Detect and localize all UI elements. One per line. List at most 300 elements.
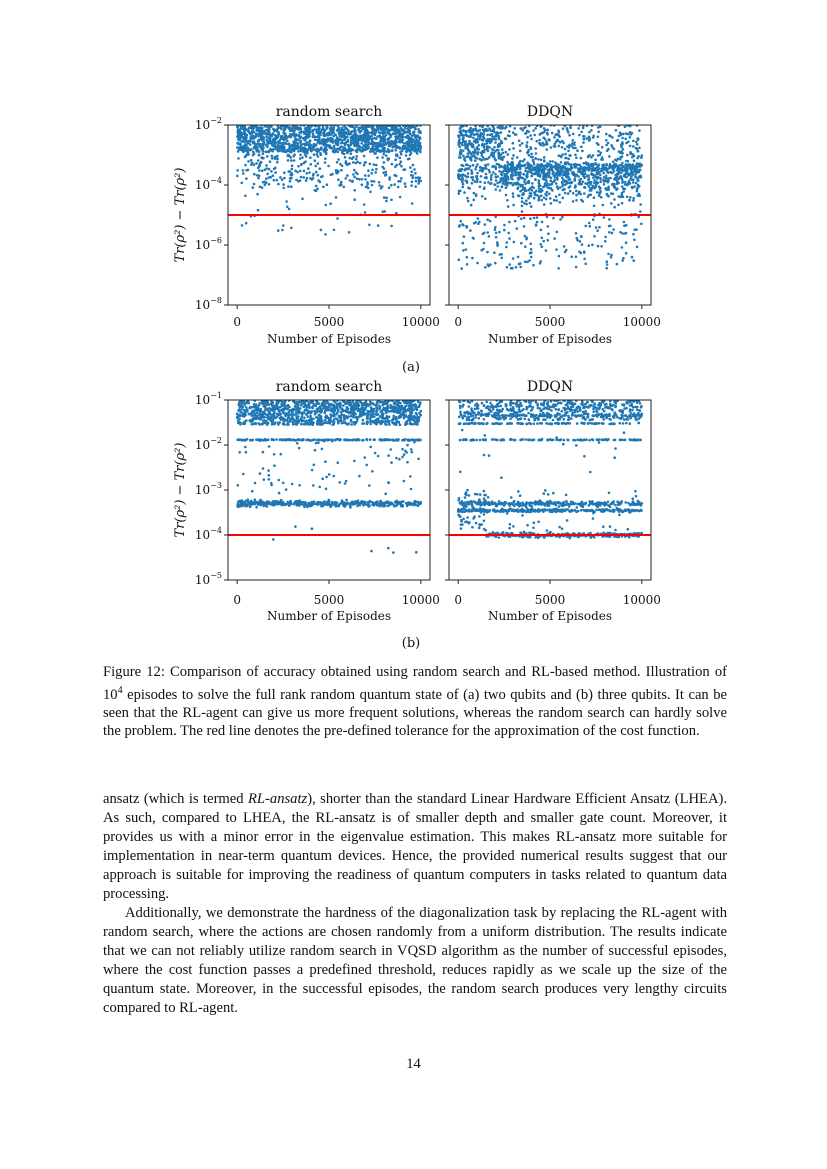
data-point: [494, 135, 497, 138]
data-point: [352, 156, 355, 159]
data-point: [540, 195, 543, 198]
data-point: [515, 133, 518, 136]
data-point: [349, 179, 352, 182]
data-point: [283, 137, 286, 140]
data-point: [291, 165, 294, 168]
data-point: [607, 177, 610, 180]
data-point: [610, 256, 613, 259]
data-point: [489, 134, 492, 137]
data-point: [556, 199, 559, 202]
data-point: [409, 133, 412, 136]
data-point: [385, 410, 388, 413]
data-point: [457, 174, 460, 177]
data-point: [259, 146, 262, 149]
data-point: [616, 176, 619, 179]
data-point: [462, 249, 465, 252]
data-point: [560, 161, 563, 164]
data-point: [511, 267, 514, 270]
data-point: [342, 404, 345, 407]
data-point: [323, 150, 326, 153]
data-point: [366, 139, 369, 142]
data-point: [353, 169, 356, 172]
data-point: [282, 187, 285, 190]
data-point: [623, 175, 626, 178]
data-point: [375, 164, 378, 167]
data-point: [272, 132, 275, 135]
data-point: [374, 452, 377, 455]
x-tick-label: 10000: [401, 315, 440, 329]
data-point: [310, 163, 313, 166]
panel-random-search: [195, 104, 440, 346]
data-point: [315, 171, 318, 174]
data-point: [242, 172, 245, 175]
data-point: [401, 134, 404, 137]
data-point: [289, 150, 292, 153]
data-point: [252, 186, 255, 189]
data-point: [372, 502, 375, 505]
data-point: [269, 133, 272, 136]
data-point: [313, 153, 316, 156]
data-point: [261, 149, 264, 152]
data-point: [303, 417, 306, 420]
data-point: [476, 153, 479, 156]
data-point: [493, 146, 496, 149]
data-point: [312, 484, 315, 487]
data-point: [605, 267, 608, 270]
data-point: [636, 194, 639, 197]
data-point: [242, 151, 245, 154]
data-point: [268, 168, 271, 171]
data-point: [353, 198, 356, 201]
data-point: [621, 192, 624, 195]
data-point: [410, 170, 413, 173]
data-point: [363, 203, 366, 206]
data-point: [347, 140, 350, 143]
data-point: [391, 439, 394, 442]
data-point: [633, 239, 636, 242]
data-point: [399, 423, 402, 426]
data-point: [506, 170, 509, 173]
data-point: [240, 133, 243, 136]
data-point: [402, 168, 405, 171]
data-point: [465, 156, 468, 159]
data-point: [526, 176, 529, 179]
data-point: [485, 177, 488, 180]
data-point: [242, 169, 245, 172]
data-point: [621, 141, 624, 144]
data-point: [375, 168, 378, 171]
data-point: [551, 160, 554, 163]
data-point: [262, 451, 265, 454]
data-point: [385, 197, 388, 200]
data-point: [402, 147, 405, 150]
data-point: [540, 165, 543, 168]
data-point: [588, 222, 591, 225]
data-point: [417, 149, 420, 152]
data-point: [271, 157, 274, 160]
data-point: [387, 138, 390, 141]
data-point: [352, 173, 355, 176]
data-point: [494, 228, 497, 231]
data-point: [488, 171, 491, 174]
data-point: [298, 504, 301, 507]
data-point: [296, 148, 299, 151]
data-point: [582, 127, 585, 130]
data-point: [343, 414, 346, 417]
data-point: [303, 170, 306, 173]
data-point: [457, 142, 460, 145]
data-point: [249, 143, 252, 146]
data-point: [554, 134, 557, 137]
data-point: [580, 166, 583, 169]
data-point: [415, 138, 418, 141]
data-point: [587, 179, 590, 182]
data-point: [558, 154, 561, 157]
data-point: [355, 162, 358, 165]
data-point: [249, 420, 252, 423]
data-point: [309, 156, 312, 159]
panel-title: random search: [275, 104, 383, 120]
data-point: [391, 149, 394, 152]
data-point: [356, 177, 359, 180]
data-point: [392, 132, 395, 135]
data-point: [385, 200, 388, 203]
data-point: [558, 255, 561, 258]
data-point: [344, 156, 347, 159]
data-point: [346, 406, 349, 409]
data-point: [476, 178, 479, 181]
data-point: [541, 221, 544, 224]
data-point: [573, 141, 576, 144]
data-point: [288, 208, 291, 211]
data-point: [576, 237, 579, 240]
data-point: [240, 147, 243, 150]
data-point: [290, 159, 293, 162]
data-point: [288, 135, 291, 138]
data-point: [568, 182, 571, 185]
data-point: [475, 133, 478, 136]
data-point: [419, 180, 422, 183]
data-point: [635, 173, 638, 176]
data-point: [394, 149, 397, 152]
data-point: [395, 457, 398, 460]
data-point: [604, 240, 607, 243]
data-point: [265, 129, 268, 132]
data-point: [277, 136, 280, 139]
data-point: [415, 180, 418, 183]
data-point: [273, 179, 276, 182]
data-point: [353, 460, 356, 463]
data-point: [279, 453, 282, 456]
data-point: [622, 148, 625, 151]
data-point: [583, 192, 586, 195]
data-point: [621, 232, 624, 235]
data-point: [592, 176, 595, 179]
data-point: [258, 165, 261, 168]
data-point: [568, 163, 571, 166]
data-point: [458, 156, 461, 159]
data-point: [267, 126, 270, 129]
data-point: [419, 147, 422, 150]
data-point: [538, 187, 541, 190]
data-point: [628, 180, 631, 183]
data-point: [488, 146, 491, 149]
data-point: [266, 141, 269, 144]
data-point: [314, 165, 317, 168]
data-point: [506, 199, 509, 202]
data-point: [397, 137, 400, 140]
data-point: [244, 164, 247, 167]
data-point: [588, 131, 591, 134]
data-point: [318, 402, 321, 405]
data-point: [301, 149, 304, 152]
data-point: [299, 170, 302, 173]
data-point: [354, 136, 357, 139]
data-point: [371, 470, 374, 473]
data-point: [299, 142, 302, 145]
data-point: [500, 253, 503, 256]
data-point: [542, 240, 545, 243]
data-point: [580, 157, 583, 160]
data-point: [331, 147, 334, 150]
data-point: [521, 205, 524, 208]
data-point: [285, 488, 288, 491]
data-point: [540, 229, 543, 232]
data-point: [539, 142, 542, 145]
data-point: [317, 441, 320, 444]
data-point: [493, 251, 496, 254]
data-point: [584, 182, 587, 185]
data-point: [284, 142, 287, 145]
data-point: [326, 127, 329, 130]
data-point: [385, 173, 388, 176]
data-point: [405, 405, 408, 408]
data-point: [272, 174, 275, 177]
data-point: [607, 188, 610, 191]
data-point: [460, 267, 463, 270]
data-point: [399, 196, 402, 199]
data-point: [326, 132, 329, 135]
data-point: [281, 146, 284, 149]
data-point: [460, 149, 463, 152]
data-point: [521, 210, 524, 213]
data-point: [277, 229, 280, 232]
data-point: [507, 181, 510, 184]
data-point: [617, 168, 620, 171]
data-point: [278, 492, 281, 495]
data-point: [543, 197, 546, 200]
data-point: [566, 127, 569, 130]
data-point: [382, 408, 385, 411]
data-point: [547, 239, 550, 242]
data-point: [596, 166, 599, 169]
data-point: [528, 154, 531, 157]
data-point: [333, 229, 336, 232]
data-point: [358, 178, 361, 181]
subfigure-b: [173, 379, 661, 651]
data-point: [527, 130, 530, 133]
data-point: [524, 178, 527, 181]
data-point: [327, 165, 330, 168]
data-point: [320, 146, 323, 149]
data-point: [517, 256, 520, 259]
data-point: [525, 189, 528, 192]
data-point: [572, 133, 575, 136]
data-point: [544, 193, 547, 196]
data-point: [325, 152, 328, 155]
data-point: [335, 417, 338, 420]
data-point: [632, 197, 635, 200]
data-point: [598, 192, 601, 195]
data-point: [316, 153, 319, 156]
data-point: [523, 217, 526, 220]
data-point: [469, 165, 472, 168]
data-point: [626, 154, 629, 157]
data-point: [258, 143, 261, 146]
data-point: [261, 157, 264, 160]
data-point: [583, 258, 586, 261]
data-point: [585, 263, 588, 266]
data-point: [503, 156, 506, 159]
data-point: [554, 145, 557, 148]
data-point: [286, 419, 289, 422]
data-point: [353, 189, 356, 192]
data-point: [623, 221, 626, 224]
data-point: [460, 220, 463, 223]
data-point: [621, 185, 624, 188]
data-point: [342, 129, 345, 132]
data-point: [500, 140, 503, 143]
data-point: [503, 173, 506, 176]
data-point: [279, 139, 282, 142]
data-point: [268, 183, 271, 186]
data-point: [278, 133, 281, 136]
data-point: [458, 259, 461, 262]
data-point: [481, 144, 484, 147]
data-point: [563, 245, 566, 248]
data-point: [405, 149, 408, 152]
data-point: [296, 127, 299, 130]
data-point: [635, 176, 638, 179]
data-point: [549, 187, 552, 190]
data-point: [609, 225, 612, 228]
data-point: [539, 173, 542, 176]
data-point: [531, 189, 534, 192]
data-point: [265, 135, 268, 138]
data-point: [518, 195, 521, 198]
data-point: [353, 423, 356, 426]
data-point: [600, 245, 603, 248]
data-point: [324, 144, 327, 147]
data-point: [540, 199, 543, 202]
data-point: [406, 444, 409, 447]
data-point: [477, 217, 480, 220]
data-point: [257, 407, 260, 410]
data-point: [280, 416, 283, 419]
data-point: [400, 153, 403, 156]
data-point: [558, 134, 561, 137]
data-point: [616, 263, 619, 266]
data-point: [466, 181, 469, 184]
data-point: [358, 475, 361, 478]
data-point: [313, 464, 316, 467]
data-point: [274, 143, 277, 146]
data-point: [486, 147, 489, 150]
data-point: [355, 125, 358, 128]
data-point: [331, 502, 334, 505]
data-point: [345, 177, 348, 180]
data-point: [300, 163, 303, 166]
data-point: [504, 168, 507, 171]
data-point: [547, 225, 550, 228]
data-point: [535, 152, 538, 155]
data-point: [564, 179, 567, 182]
data-point: [294, 525, 297, 528]
data-point: [512, 147, 515, 150]
data-point: [503, 224, 506, 227]
data-point: [304, 409, 307, 412]
data-point: [348, 404, 351, 407]
data-point: [398, 458, 401, 461]
data-point: [289, 156, 292, 159]
data-point: [412, 164, 415, 167]
data-point: [362, 419, 365, 422]
data-point: [262, 419, 265, 422]
data-point: [287, 154, 290, 157]
data-point: [311, 407, 314, 410]
data-point: [587, 174, 590, 177]
data-point: [317, 174, 320, 177]
data-point: [620, 171, 623, 174]
data-point: [337, 148, 340, 151]
data-point: [559, 218, 562, 221]
data-point: [556, 231, 559, 234]
data-point: [389, 135, 392, 138]
data-point: [369, 163, 372, 166]
data-point: [533, 197, 536, 200]
data-point: [374, 148, 377, 151]
data-point: [277, 147, 280, 150]
data-point: [271, 423, 274, 426]
data-point: [466, 197, 469, 200]
data-point: [529, 171, 532, 174]
data-point: [241, 182, 244, 185]
data-point: [532, 129, 535, 132]
data-point: [592, 218, 595, 221]
data-point: [458, 192, 461, 195]
data-point: [567, 150, 570, 153]
data-point: [303, 151, 306, 154]
data-point: [617, 139, 620, 142]
data-point: [340, 136, 343, 139]
data-point: [265, 164, 268, 167]
data-point: [305, 155, 308, 158]
data-point: [385, 154, 388, 157]
data-point: [481, 195, 484, 198]
data-point: [324, 161, 327, 164]
data-point: [511, 178, 514, 181]
data-point: [538, 139, 541, 142]
data-point: [514, 182, 517, 185]
data-point: [460, 131, 463, 134]
data-point: [381, 166, 384, 169]
data-point: [248, 413, 251, 416]
data-point: [253, 173, 256, 176]
data-point: [467, 186, 470, 189]
data-point: [586, 167, 589, 170]
data-point: [621, 181, 624, 184]
data-point: [542, 144, 545, 147]
